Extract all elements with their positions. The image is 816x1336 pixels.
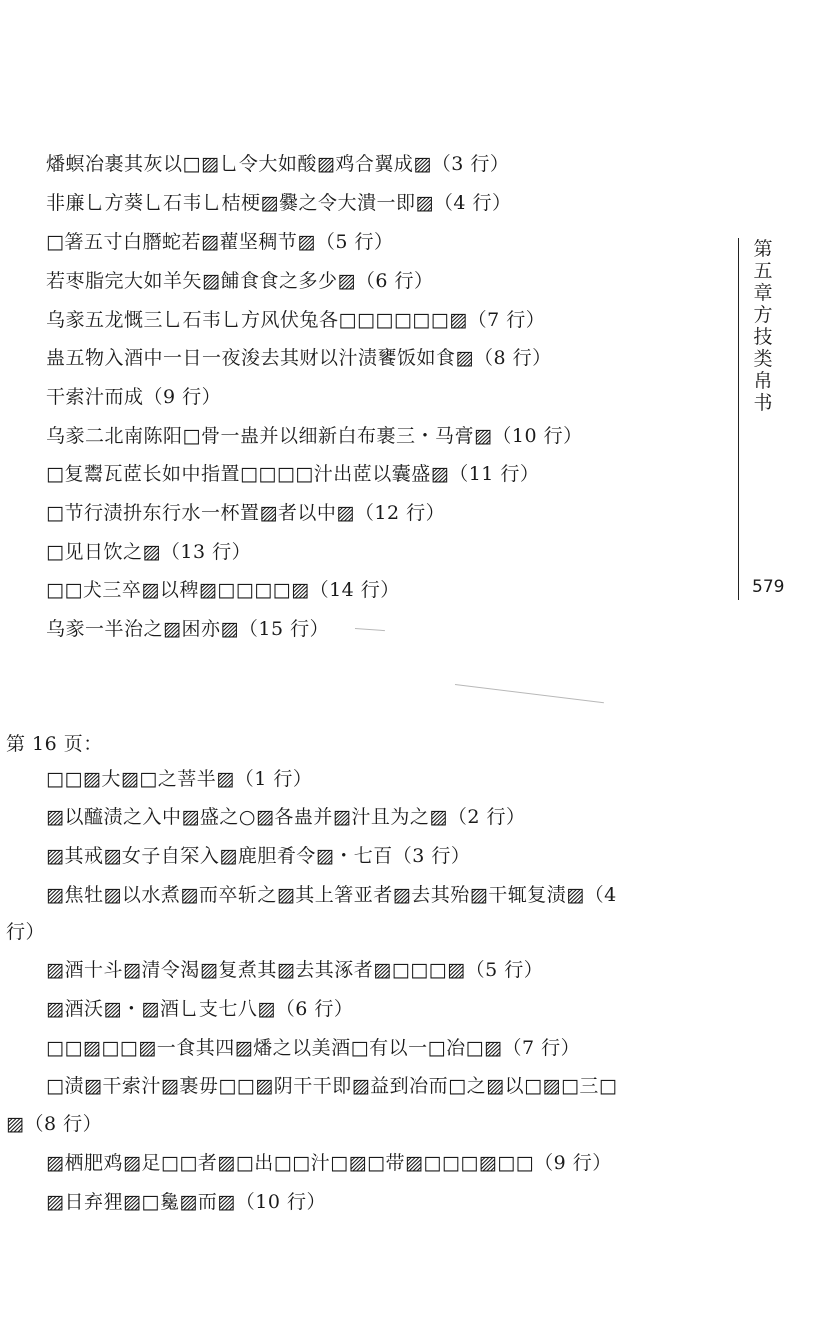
text-line: □节行渍抍东行水一杯置▨者以中▨（12 行）: [46, 502, 446, 524]
text-line: ▨酒沃▨・▨酒乚支七八▨（6 行）: [46, 998, 354, 1020]
text-line: 乌豙五龙慨三乚石韦乚方风伏兔各□□□□□□▨（7 行）: [46, 309, 546, 331]
text-line: ▨其戒▨女子自罙入▨鹿胆肴令▨・七百（3 行）: [46, 845, 471, 867]
text-line: ▨酒十斗▨清令渴▨复煮其▨去其涿者▨□□□▨（5 行）: [46, 959, 544, 981]
text-line: □□犬三卒▨以稗▨□□□□▨（14 行）: [46, 579, 400, 601]
text-line: □见日饮之▨（13 行）: [46, 541, 252, 563]
text-line: □□▨大▨□之菩半▨（1 行）: [46, 768, 313, 790]
page-number: 579: [752, 577, 785, 597]
section-heading: 第 16 页：: [6, 733, 103, 755]
text-line: □复鬻瓦茝长如中指置□□□□汁出茝以囊盛▨（11 行）: [46, 463, 540, 485]
text-line: □渍▨干索汁▨裹毋□□▨阴干干即▨益到冶而□之▨以□▨□三□: [46, 1075, 618, 1097]
text-line: 乌豙一半治之▨困亦▨（15 行）: [46, 618, 330, 640]
scan-mark: [355, 628, 385, 631]
text-line: 乌豙二北南陈阳□骨一蛊并以细新白布裹三・马膏▨（10 行）: [46, 425, 583, 447]
text-line: ▨焦牡▨以水煮▨而卒斩之▨其上箸亚者▨去其殆▨干辄复渍▨（4: [46, 884, 617, 906]
text-line: □箸五寸白䐶蛇若▨藋坚稠节▨（5 行）: [46, 231, 394, 253]
text-line: 若枣脂完大如羊矢▨餔食食之多少▨（6 行）: [46, 270, 434, 292]
text-line: 干索汁而成（9 行）: [46, 386, 222, 408]
text-line: ▨以醯渍之入中▨盛之○▨各蛊并▨汁且为之▨（2 行）: [46, 806, 526, 828]
chapter-title: 第五章 方技类帛书: [753, 238, 779, 414]
text-line: □□▨□□▨一食其四▨燔之以美酒□有以一□冶□▨（7 行）: [46, 1037, 581, 1059]
text-line: 行）: [6, 921, 46, 943]
text-line: ▨（8 行）: [6, 1113, 103, 1135]
text-line: ▨栖肥鸡▨足□□者▨□出□□汁□▨□带▨□□□▨□□（9 行）: [46, 1152, 612, 1174]
scan-mark: [455, 684, 604, 703]
text-line: ▨日弃狸▨□毚▨而▨（10 行）: [46, 1191, 326, 1213]
text-line: 燔螟冶裹其灰以□▨乚令大如酸▨鸡合翼成▨（3 行）: [46, 153, 510, 175]
sidebar-divider: [738, 238, 739, 600]
text-line: 非廉乚方葵乚石韦乚桔梗▨爨之令大潰一即▨（4 行）: [46, 192, 512, 214]
text-line: 蛊五物入酒中一日一夜浚去其财以汁渍饔饭如食▨（8 行）: [46, 347, 552, 369]
